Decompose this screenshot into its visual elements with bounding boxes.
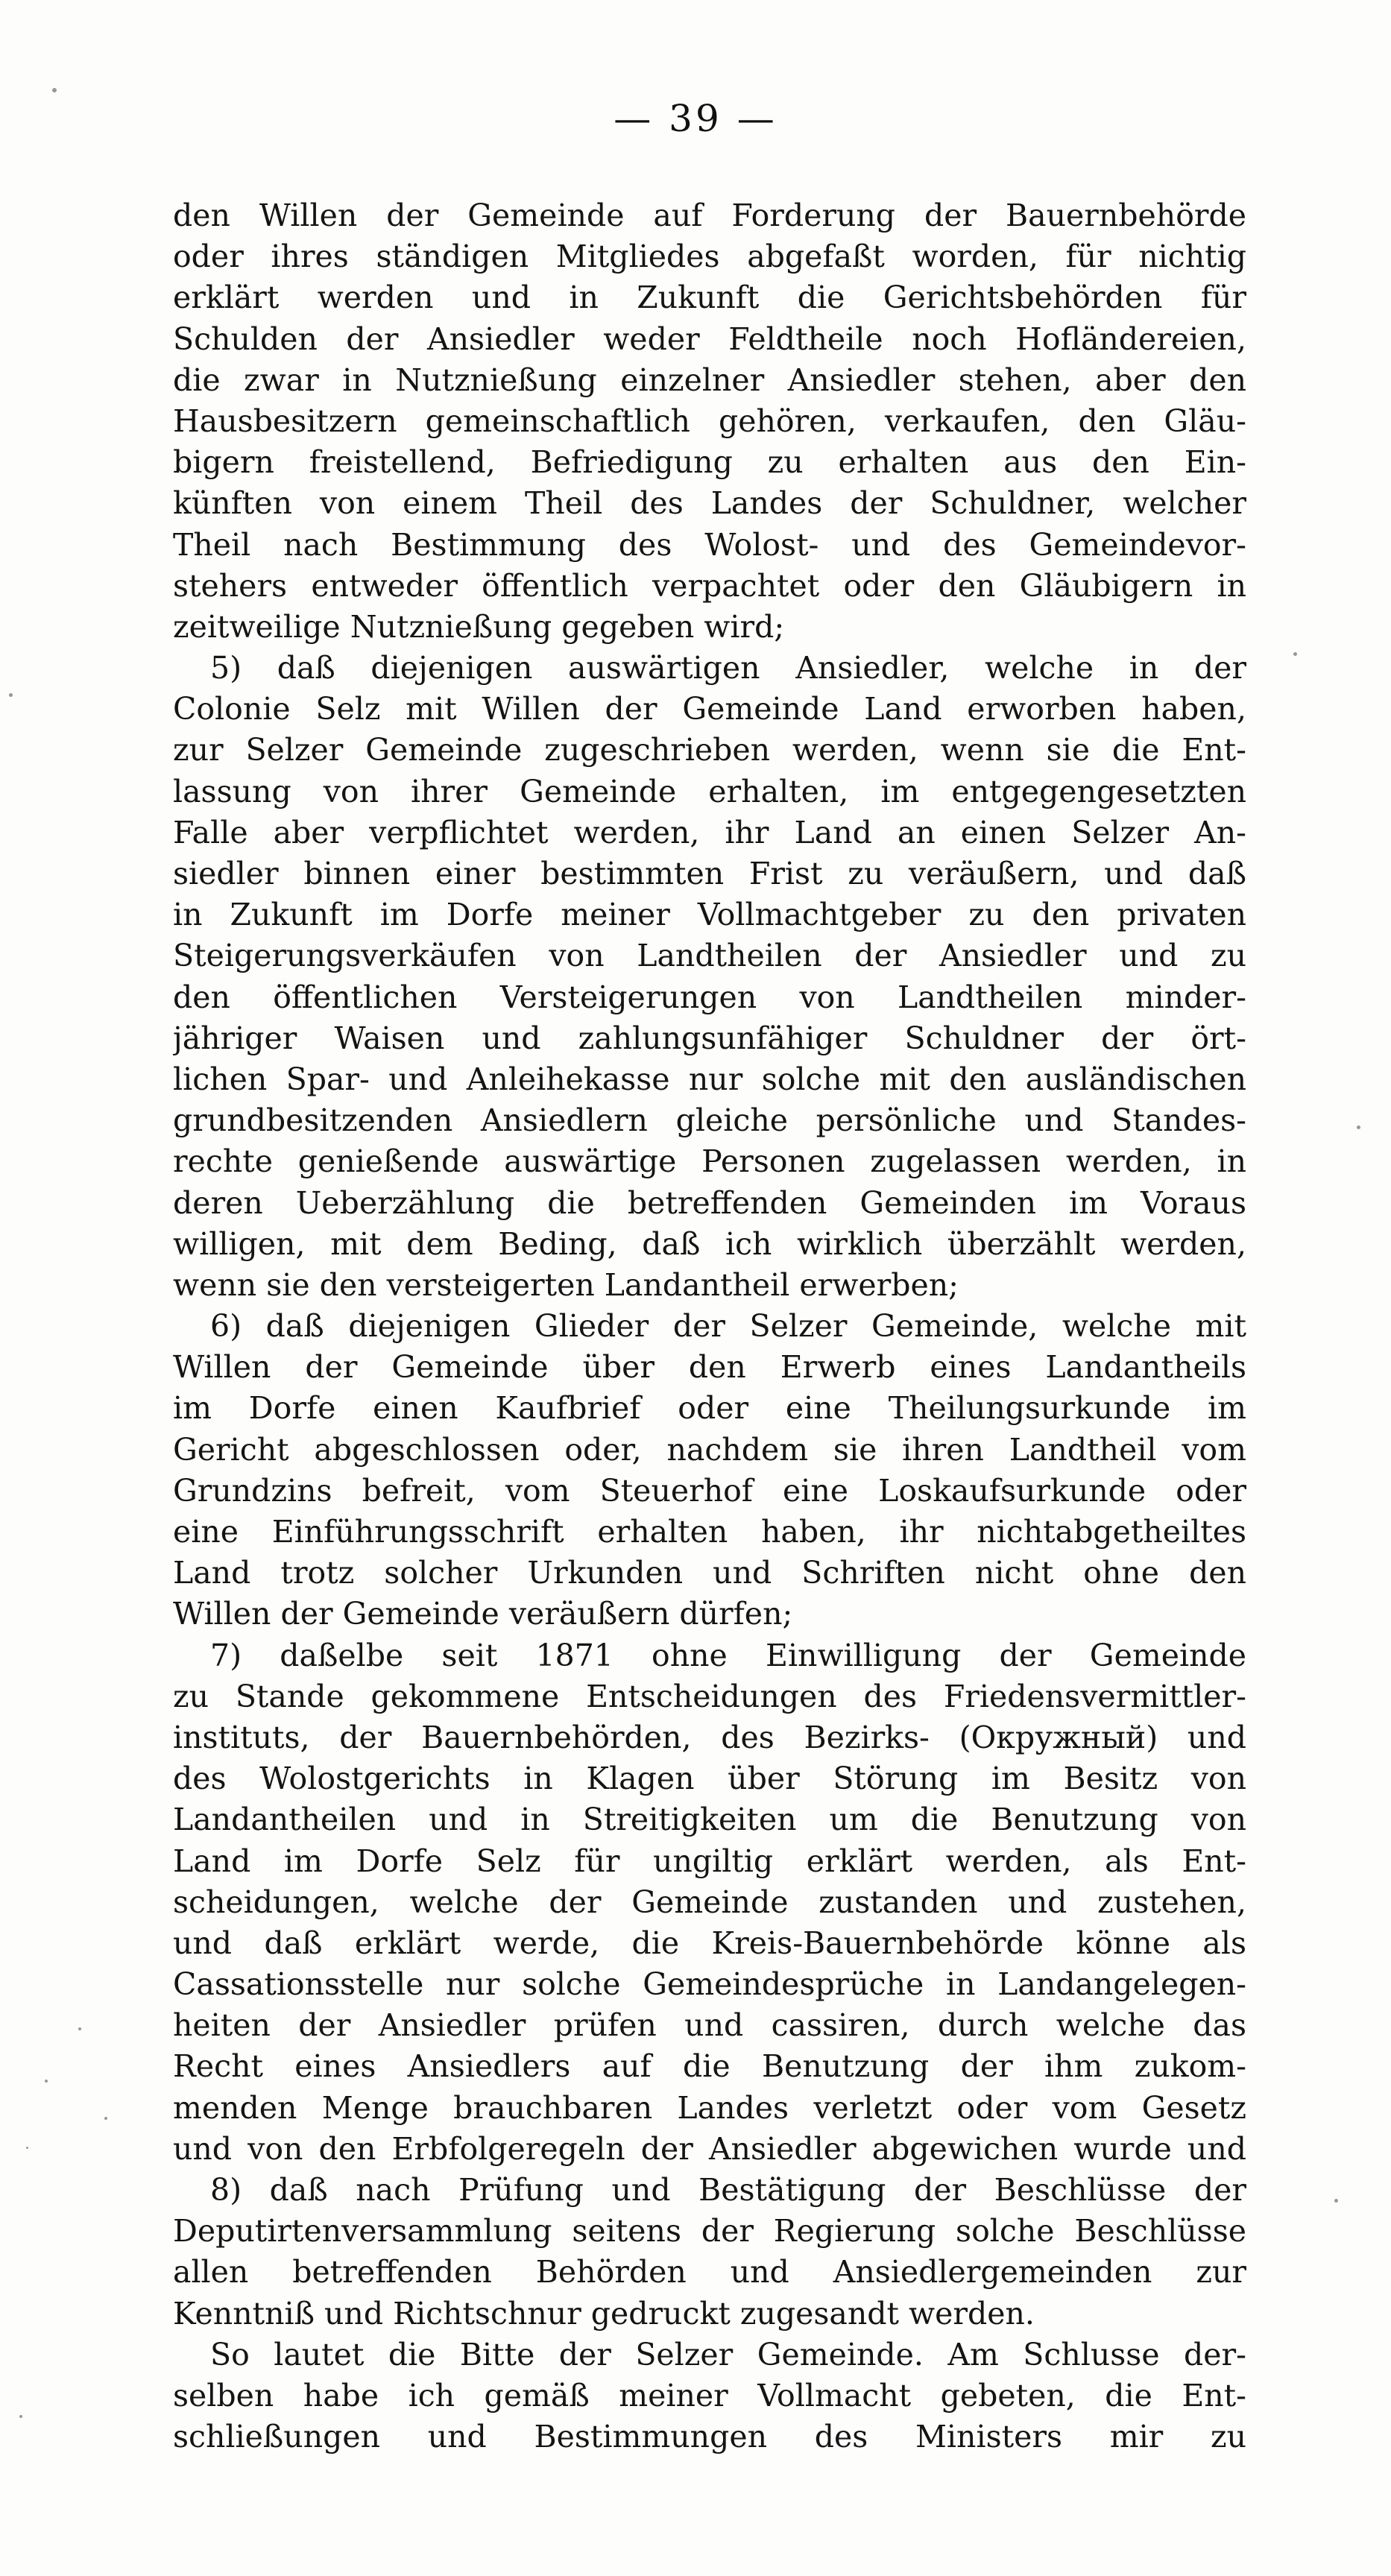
text-line: siedler binnen einer bestimmten Frist zu veräußern, und daß (173, 856, 1246, 891)
text-line: den öffentlichen Versteigerungen von Landtheilen minder- (173, 979, 1246, 1015)
text-line: des Wolostgerichts in Klagen über Störung im Besitz von (173, 1761, 1246, 1797)
text-line: zur Selzer Gemeinde zugeschrieben werden, wenn sie die Ent- (173, 732, 1246, 768)
text-line: erklärt werden und in Zukunft die Gerichtsbehörden für (173, 280, 1246, 316)
print-speck (9, 693, 13, 697)
text-line: Steigerungsverkäufen von Landtheilen der Ansiedler und zu (173, 938, 1246, 974)
text-line: Land trotz solcher Urkunden und Schriften nicht ohne den (173, 1555, 1246, 1591)
text-line: heiten der Ansiedler prüfen und cassiren, durch welche das (173, 2007, 1246, 2044)
text-line: Gericht abgeschlossen oder, nachdem sie ihren Landtheil vom (173, 1431, 1246, 1468)
text-line: Theil nach Bestimmung des Wolost- und des Gemeindevor- (173, 526, 1246, 563)
text-line: 8) daß nach Prüfung und Bestätigung der Beschlüsse der (210, 2172, 1246, 2208)
print-speck (78, 2027, 81, 2030)
page-number: — 39 — (614, 97, 777, 140)
text-line: zeitweilige Nutznießung gegeben wird; (173, 608, 785, 645)
text-line: lassung von ihrer Gemeinde erhalten, im entgegengesetzten (173, 773, 1246, 809)
text-line: allen betreffenden Behörden und Ansiedlergemeinden zur (173, 2254, 1246, 2291)
text-line: Colonie Selz mit Willen der Gemeinde Land erworben haben, (173, 691, 1246, 727)
text-line: schließungen und Bestimmungen des Ministers mir zu (173, 2419, 1246, 2455)
text-line: Deputirtenversammlung seitens der Regierung solche Beschlüsse (173, 2213, 1246, 2250)
text-line: Grundzins befreit, vom Steuerhof eine Loskaufsurkunde oder (173, 1472, 1246, 1509)
text-line: So lautet die Bitte der Selzer Gemeinde. Am Schlusse der- (210, 2336, 1246, 2373)
text-line: stehers entweder öffentlich verpachtet oder den Gläubigern in (173, 567, 1246, 604)
text-line: Recht eines Ansiedlers auf die Benutzung der ihm zukom- (173, 2048, 1246, 2085)
text-line: die zwar in Nutznießung einzelner Ansiedler stehen, aber den (173, 362, 1246, 398)
text-line: willigen, mit dem Beding, daß ich wirklich überzählt werden, (173, 1225, 1246, 1262)
text-line: oder ihres ständigen Mitgliedes abgefaßt worden, für nichtig (173, 239, 1246, 275)
text-line: Cassationsstelle nur solche Gemeindesprüche in Landangelegen- (173, 1966, 1246, 2003)
text-line: Kenntniß und Richtschnur gedruckt zugesandt werden. (173, 2295, 1035, 2332)
print-speck (52, 88, 57, 92)
text-line: bigern freistellend, Befriedigung zu erhalten aus den Ein- (173, 444, 1246, 481)
text-line: Land im Dorfe Selz für ungiltig erklärt werden, als Ent- (173, 1843, 1246, 1879)
text-line: Hausbesitzern gemeinschaftlich gehören, verkaufen, den Gläu- (173, 402, 1246, 439)
text-line: 6) daß diejenigen Glieder der Selzer Gemeinde, welche mit (210, 1308, 1246, 1345)
print-speck (104, 2117, 107, 2120)
text-line: Willen der Gemeinde veräußern dürfen; (173, 1596, 793, 1632)
text-line: jähriger Waisen und zahlungsunfähiger Schuldner der ört- (173, 1020, 1246, 1056)
text-line: rechte genießende auswärtige Personen zugelassen werden, in (173, 1143, 1246, 1180)
text-line: 7) daßelbe seit 1871 ohne Einwilligung der Gemeinde (210, 1637, 1246, 1673)
text-line: und daß erklärt werde, die Kreis-Bauernbehörde könne als (173, 1925, 1246, 1961)
text-line: und von den Erbfolgeregeln der Ansiedler abgewichen wurde und (173, 2130, 1246, 2167)
print-speck (45, 2080, 48, 2083)
print-speck (19, 2415, 22, 2418)
text-line: Willen der Gemeinde über den Erwerb eines Landantheils (173, 1349, 1246, 1386)
text-line: im Dorfe einen Kaufbrief oder eine Theilungsurkunde im (173, 1390, 1246, 1427)
text-line: den Willen der Gemeinde auf Forderung der Bauernbehörde (173, 198, 1246, 233)
text-line: 5) daß diejenigen auswärtigen Ansiedler, welche in der (210, 650, 1246, 686)
text-line: in Zukunft im Dorfe meiner Vollmachtgeber zu den privaten (173, 897, 1246, 933)
text-line: eine Einführungsschrift erhalten haben, ihr nichtabgetheiltes (173, 1514, 1246, 1550)
text-line: grundbesitzenden Ansiedlern gleiche persönliche und Standes- (173, 1102, 1246, 1139)
text-line: künften von einem Theil des Landes der Schuldner, welcher (173, 485, 1246, 522)
print-speck (26, 2147, 28, 2149)
print-speck (1293, 652, 1297, 656)
text-line: menden Menge brauchbaren Landes verletzt oder vom Gesetz (173, 2089, 1246, 2126)
text-line: zu Stande gekommene Entscheidungen des Friedensvermittler- (173, 1678, 1246, 1714)
text-line: lichen Spar- und Anleihekasse nur solche mit den ausländischen (173, 1061, 1246, 1097)
print-speck (1334, 2199, 1338, 2203)
text-line: Falle aber verpflichtet werden, ihr Land an einen Selzer An- (173, 814, 1246, 850)
text-line: selben habe ich gemäß meiner Vollmacht gebeten, die Ent- (173, 2377, 1246, 2414)
text-line: instituts, der Bauernbehörden, des Bezirks- (Окружный) und (173, 1719, 1246, 1755)
text-line: Schulden der Ansiedler weder Feldtheile noch Hofländereien, (173, 321, 1246, 357)
text-line: Landantheilen und in Streitigkeiten um die Benutzung von (173, 1802, 1246, 1838)
body-text (173, 195, 1246, 2457)
text-line: scheidungen, welche der Gemeinde zustanden und zustehen, (173, 1884, 1246, 1920)
print-speck (1357, 1126, 1360, 1129)
text-line: deren Ueberzählung die betreffenden Gemeinden im Voraus (173, 1184, 1246, 1221)
text-line: wenn sie den versteigerten Landantheil erwerben; (173, 1266, 959, 1303)
